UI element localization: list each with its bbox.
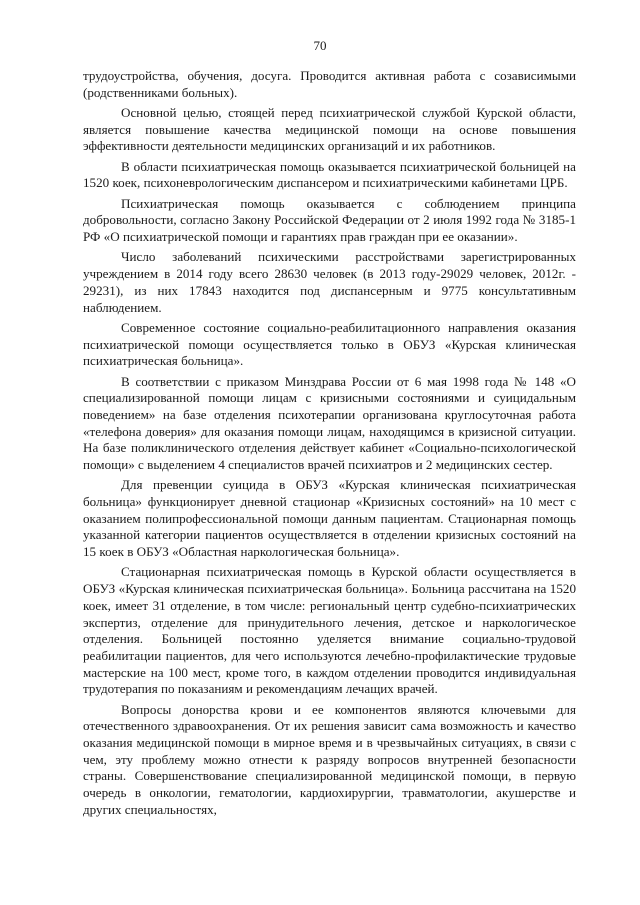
- paragraph-statistics: Число заболеваний психическими расстройствами зарегистрированных учреждением в 2014 году всего 28630 человек (в 2013 году-29029 человек, 2012г. - 29231), из них 17843 находится под диспансерным и 9775 консультативным наблюдением.: [83, 249, 576, 315]
- page-number: 70: [313, 38, 327, 53]
- paragraph-voluntariness: Психиатрическая помощь оказывается с соблюдением принципа добровольности, согласно Закону Российской Федерации от 2 июля 1992 года № 3185-1 РФ «О психиатрической помощи и гарантиях прав граждан при ее оказании».: [83, 195, 576, 245]
- paragraph-continuation: трудоустройства, обучения, досуга. Проводится активная работа с созависимыми (родственниками больных).: [83, 68, 576, 100]
- paragraph-suicide-prevention: Для превенции суицида в ОБУЗ «Курская клиническая психиатрическая больница» функционирует дневной стационар «Кризисных состояний» на 10 мест с оказанием полипрофессиональной помощи данным пациентам. Стационарная помощь указанной категории пациентов осуществляется в отделении кризисных состояний на 15 коек в ОБУЗ «Областная наркологическая больница».: [83, 477, 576, 560]
- paragraph-rehabilitation: Современное состояние социально-реабилитационного направления оказания психиатрической помощи осуществляется только в ОБУЗ «Курская клиническая психиатрическая больница».: [83, 319, 576, 369]
- paragraph-care-providers: В области психиатрическая помощь оказывается психиатрической больницей на 1520 коек, психоневрологическим диспансером и психиатрическими кабинетами ЦРБ.: [83, 158, 576, 191]
- document-body: [83, 68, 576, 822]
- paragraph-main-goal: Основной целью, стоящей перед психиатрической службой Курской области, является повышение качества медицинской помощи на основе повышения эффективности деятельности медицинских организаций и их работников.: [83, 105, 576, 154]
- paragraph-blood-donation: Вопросы донорства крови и ее компонентов являются ключевыми для отечественного здравоохранения. От их решения зависит сама возможность и качество оказания медицинской помощи в мирное время и в чрезвычайных ситуациях, в связи с чем, эту проблему можно отнести к разряду вопросов внутренней безопасности страны. Совершенствование специализированной медицинской помощи, в первую очередь в онкологии, гематологии, кардиохирургии, травматологии, акушерстве и других специальностях,: [83, 701, 576, 817]
- paragraph-inpatient-care: Стационарная психиатрическая помощь в Курской области осуществляется в ОБУЗ «Курская клиническая психиатрическая больница». Больница рассчитана на 1520 коек, имеет 31 отделение, в том числе: региональный центр судебно-психиатрических экспертиз, отделение для принудительного лечения, детское и наркологическое отделения. Больницей постоянно уделяется внимание социально-трудовой реабилитации пациентов, для чего используются лечебно-профилактические трудовые мастерские на 100 мест, кроме того, в каждом отделении проводится индивидуальная трудотерапия по показаниям и рекомендациям лечащих врачей.: [83, 564, 576, 697]
- paragraph-crisis-help: В соответствии с приказом Минздрава России от 6 мая 1998 года № 148 «О специализированной помощи лицам с кризисными состояниями и суицидальным поведением» на базе отделения психотерапии организована круглосуточная работа «телефона доверия» для оказания помощи лицам, находящимся в кризисной ситуации. На базе поликлинического отделения действует кабинет «Социально-психологической помощи» с выделением 4 специалистов врачей психиатров и 2 медицинских сестер.: [83, 373, 576, 473]
